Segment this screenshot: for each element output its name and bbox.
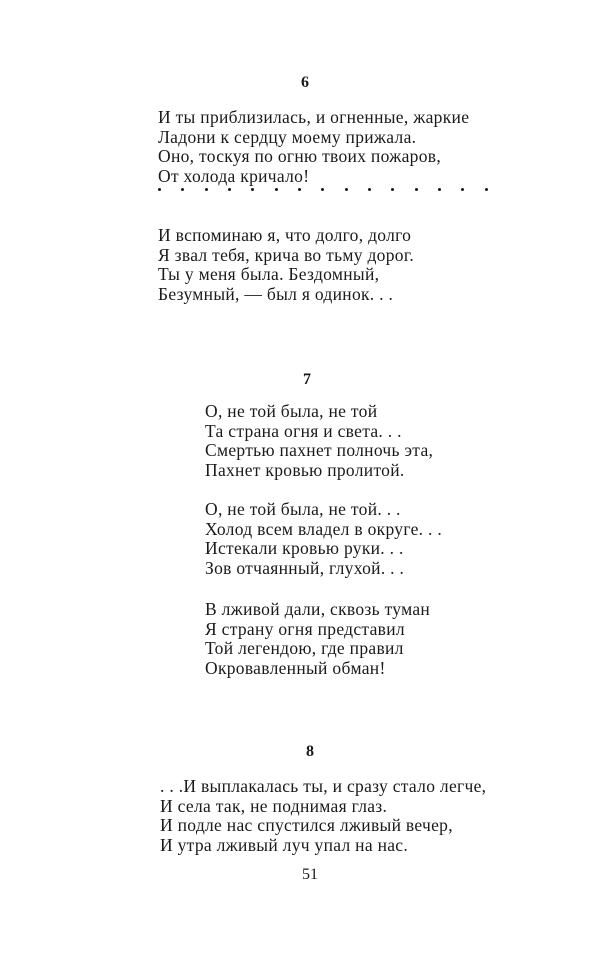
verse-line: И подле нас спустился лживый вечер, (160, 815, 453, 835)
verse-line: Я звал тебя, крича во тьму дорог. (158, 244, 414, 265)
verse-line: И ты приблизилась, и огненные, жаркие (158, 107, 470, 127)
verse-line: Пахнет кровью пролитой. (205, 459, 405, 480)
verse-line: И села так, не поднимая глаз. (160, 795, 388, 816)
stanza (205, 600, 430, 678)
verse-line: Зов отчаянный, глухой. . . (205, 557, 405, 578)
verse-line: Той легендою, где правил (205, 638, 404, 658)
stanza (205, 402, 433, 480)
stanza (205, 500, 442, 578)
verse-line: Холод всем владел в округе. . . (205, 518, 443, 539)
verse-line: И утра лживый луч упал на нас. (160, 834, 409, 855)
verse-line: Оно, тоскуя по огню твоих пожаров, (158, 146, 442, 166)
verse-line: Ладони к сердцу моему прижала. (158, 126, 417, 147)
verse-line: От холода кричало! (158, 165, 310, 186)
stanza (158, 108, 469, 186)
verse-line: Истекали кровью руки. . . (205, 538, 404, 558)
verse-line: Смертью пахнет полночь эта, (205, 440, 434, 460)
verse-line: Окровавленный обман! (205, 657, 386, 678)
dotted-separator (158, 188, 488, 191)
poem-number: 7 (303, 371, 311, 388)
verse-line: Безумный, — был я одинок. . . (158, 283, 394, 304)
verse-line: Я страну огня представил (205, 618, 405, 639)
verse-line: Ты у меня была. Бездомный, (158, 264, 380, 284)
verse-line: О, не той была, не той (205, 401, 378, 421)
verse-line: В лживой дали, сквозь туман (205, 599, 431, 619)
verse-line: И вспоминаю я, что долго, долго (158, 225, 412, 245)
stanza (160, 777, 486, 855)
page-number: 51 (302, 866, 318, 883)
stanza (158, 226, 414, 304)
verse-line: О, не той была, не той. . . (205, 499, 401, 519)
verse-line: Та страна огня и света. . . (205, 420, 402, 441)
poem-number: 8 (306, 743, 314, 760)
verse-line: . . .И выплакалась ты, и сразу стало легче, (160, 776, 487, 796)
poem-number: 6 (301, 74, 309, 91)
